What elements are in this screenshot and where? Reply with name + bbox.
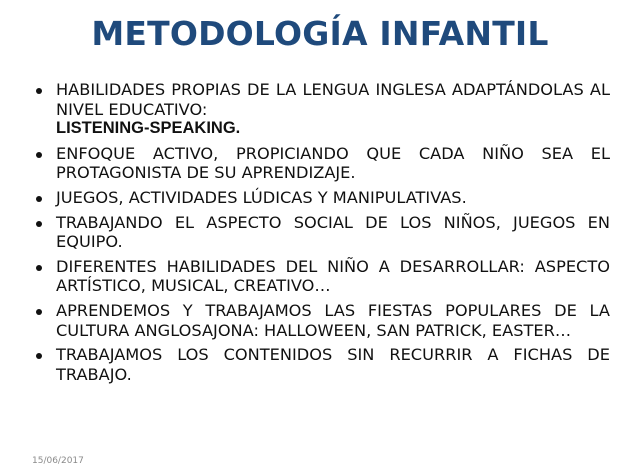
bullet-text: ENFOQUE ACTIVO, PROPICIANDO QUE CADA NIÑO SEA EL PROTAGONISTA DE SU APRENDIZAJE.	[56, 143, 610, 183]
bullet-dot-icon	[36, 88, 42, 94]
slide-title: METODOLOGÍA INFANTIL	[91, 14, 549, 53]
bullet-dot-icon	[36, 196, 42, 202]
bullet-dot-icon	[36, 221, 42, 227]
bullet-text: APRENDEMOS Y TRABAJAMOS LAS FIESTAS POPULARES DE LA CULTURA ANGLOSAJONA: HALLOWEEN, SAN PATRICK, EASTER…	[56, 300, 610, 340]
bullet-item	[36, 188, 610, 208]
bullet-text: HABILIDADES PROPIAS DE LA LENGUA INGLESA ADAPTÁNDOLAS AL NIVEL EDUCATIVO:	[56, 80, 610, 119]
bullet-text: JUEGOS, ACTIVIDADES LÚDICAS Y MANIPULATIVAS.	[56, 187, 467, 207]
bullet-dot-icon	[36, 265, 42, 271]
bullet-text: DIFERENTES HABILIDADES DEL NIÑO A DESARROLLAR: ASPECTO ARTÍSTICO, MUSICAL, CREATIVO…	[56, 256, 610, 296]
bullet-item	[36, 257, 610, 296]
bullet-text: TRABAJAMOS LOS CONTENIDOS SIN RECURRIR A FICHAS DE TRABAJO.	[56, 345, 610, 384]
bullet-item	[36, 345, 610, 384]
bullet-list	[36, 80, 610, 389]
bullet-item	[36, 213, 610, 252]
bullet-item	[36, 144, 610, 183]
bullet-dot-icon	[36, 353, 42, 359]
bullet-text: TRABAJANDO EL ASPECTO SOCIAL DE LOS NIÑOS, JUEGOS EN EQUIPO.	[56, 212, 610, 252]
bullet-item	[36, 301, 610, 340]
slide-date: 15/06/2017	[32, 456, 84, 466]
bullet-dot-icon	[36, 152, 42, 158]
bullet-emphasis: LISTENING-SPEAKING.	[56, 119, 241, 138]
bullet-dot-icon	[36, 309, 42, 315]
bullet-item	[36, 80, 610, 139]
